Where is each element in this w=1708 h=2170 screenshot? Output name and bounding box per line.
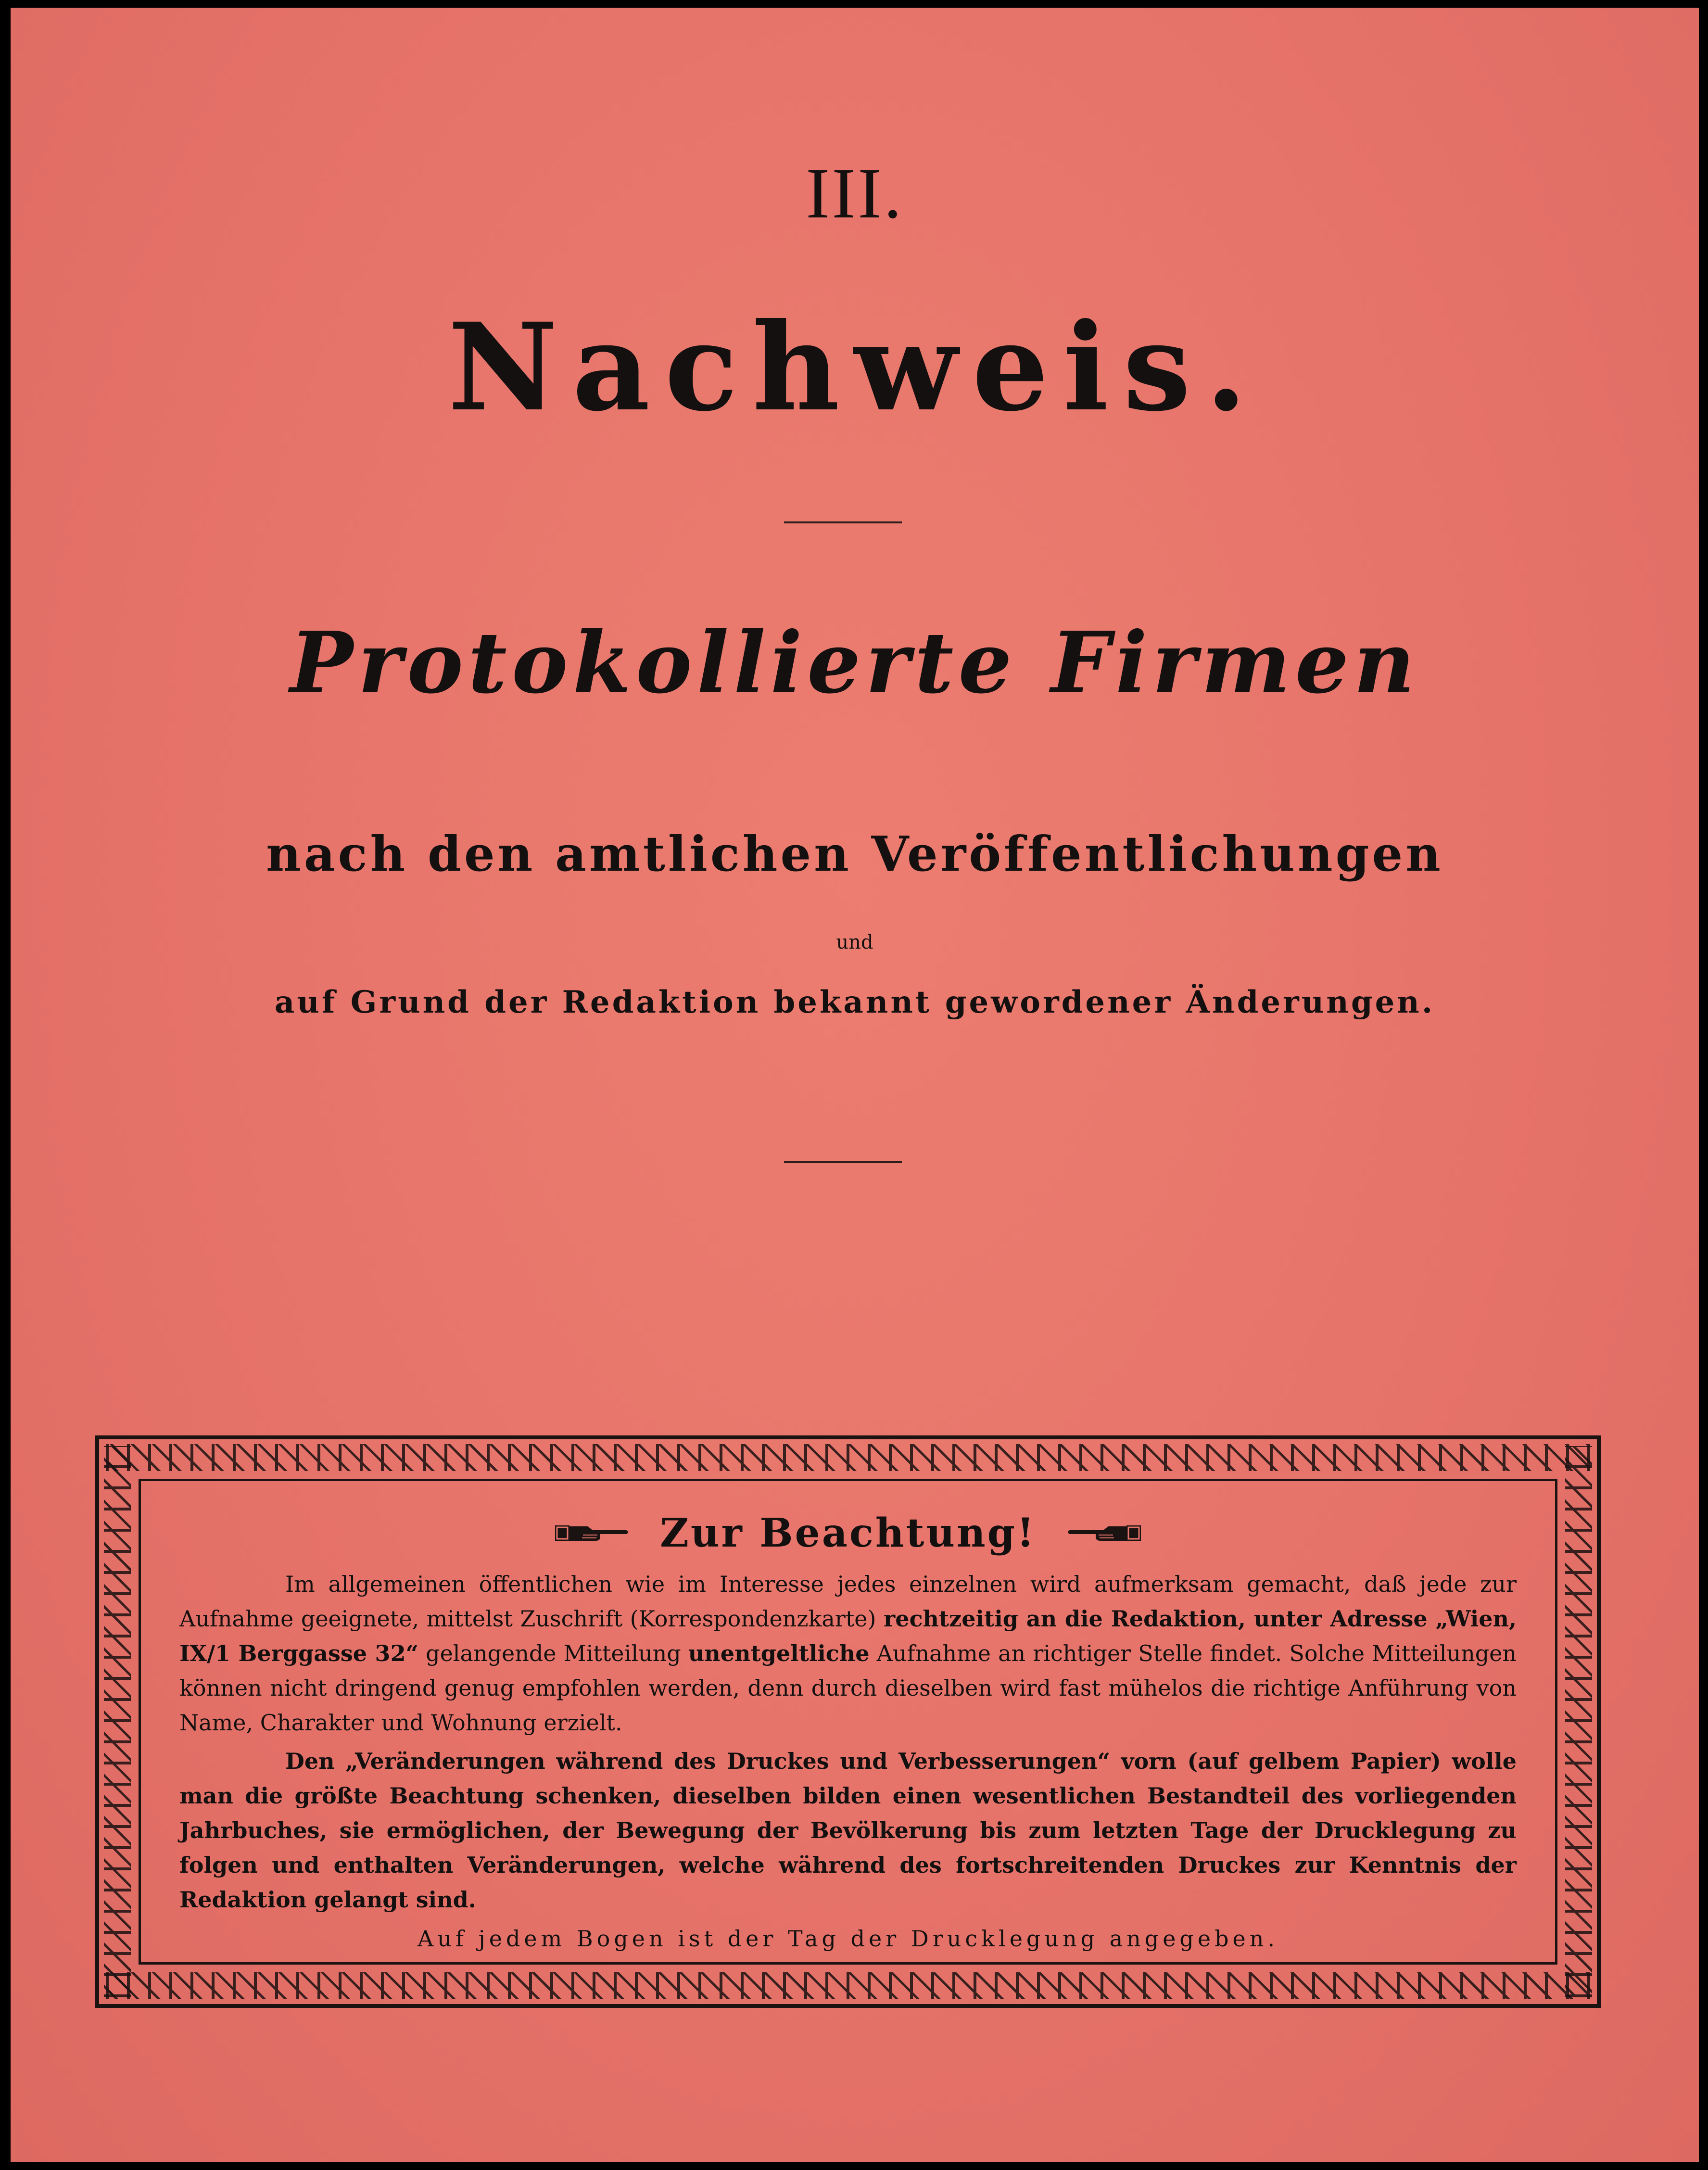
- subtitle-conjunction: und: [836, 931, 873, 953]
- notice-p1-address: rechtzeitig an die Redaktion, unter Adresse „Wien, IX/1 Berggasse 32“: [179, 1606, 1517, 1666]
- ornamental-border-left: [104, 1446, 131, 1997]
- notice-footer: Auf jedem Bogen ist der Tag der Drucklegung angegeben.: [417, 1926, 1279, 1952]
- section-number: III.: [806, 153, 904, 233]
- divider-bottom: [784, 1161, 902, 1163]
- ornamental-border-bottom: [106, 1972, 1590, 1999]
- page-title: Nachweis.: [448, 296, 1262, 438]
- notice-paragraph-1: [179, 1567, 1517, 1740]
- pointing-hand-left-icon: [1065, 1521, 1142, 1546]
- pointing-hand-right-icon: [554, 1521, 631, 1546]
- notice-paragraph-2: Den „Veränderungen während des Druckes und Verbesserungen“ vorn (auf gelbem Papier) wolle man die größte Beachtung schenken, dieselben bilden einen wesentlichen Bestandteil des vorliegenden Jahrbuches, sie ermöglichen, der Bewegung der Bevölkerung bis zum letzten Tage der Drucklegung zu folgen und enthalten Veränderungen, welche während des fortschreitenden Druckes zur Kenntnis der Redaktion gelangt sind.: [179, 1748, 1517, 1913]
- ornamental-border-top: [106, 1444, 1590, 1471]
- notice-title: Zur Beachtung!: [660, 1510, 1036, 1556]
- page: [11, 8, 1699, 2162]
- notice-content: [139, 1479, 1557, 1965]
- notice-box: [95, 1435, 1601, 2008]
- divider-top: [784, 521, 902, 523]
- notice-heading: [179, 1510, 1517, 1556]
- subtitle-line-official: nach den amtlichen Veröffentlichungen: [266, 825, 1443, 882]
- notice-p1-text-e: Aufnahme an richtiger Stelle findet. Solche Mitteilungen können nicht dringend genug empfohlen werden, denn durch dieselben wird fast mühelos die richtige Anführung von Name, Charakter und Wohnung erzielt.: [179, 1640, 1517, 1736]
- notice-p1-text-c: gelangende Mitteilung: [418, 1640, 688, 1666]
- subtitle-line-changes: auf Grund der Redaktion bekannt gewordener Änderungen.: [274, 984, 1435, 1020]
- subtitle: Protokollierte Firmen: [290, 614, 1420, 712]
- notice-p1-free: unentgeltliche: [688, 1640, 870, 1666]
- ornamental-border-right: [1565, 1446, 1592, 1997]
- notice-p1-text-a: Im allgemeinen öffentlichen wie im Interesse jedes einzelnen wird aufmerksam gemacht, daß jede zur Aufnahme geeignete, mittelst Zuschrift (Korrespondenzkarte): [179, 1571, 1517, 1632]
